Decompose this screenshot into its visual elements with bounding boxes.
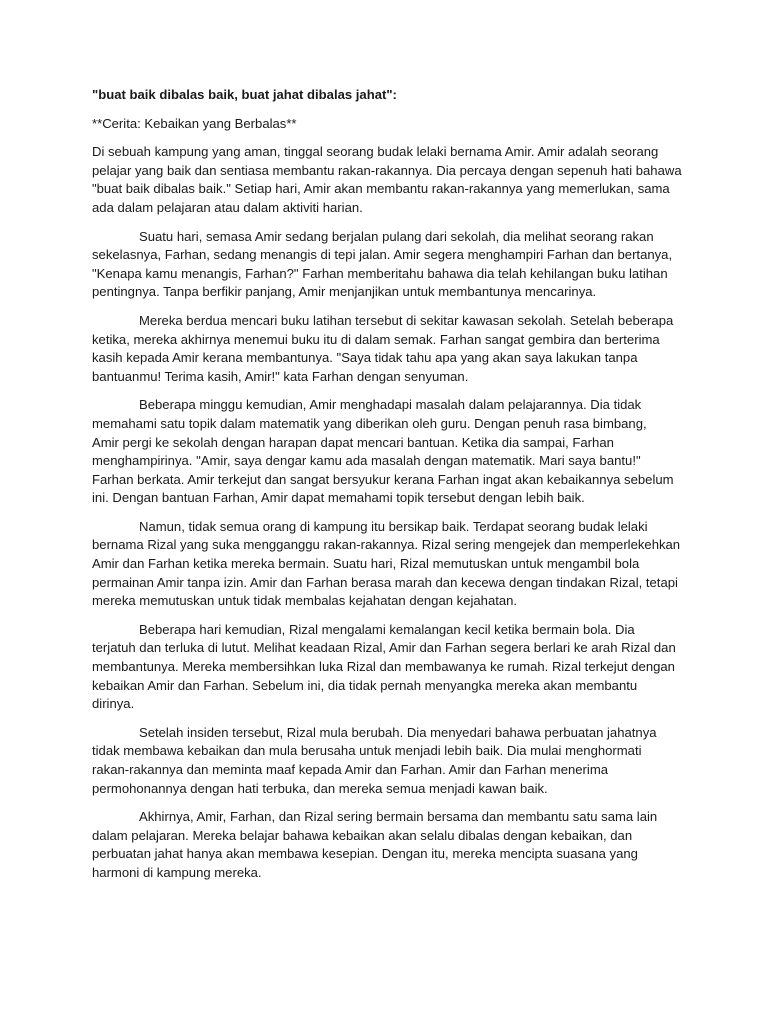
paragraph-line: rakan-rakannya dan meminta maaf kepada Amir dan Farhan. Amir dan Farhan menerima (92, 762, 609, 777)
paragraph-line: membantunya. Mereka membersihkan luka Rizal dan membawanya ke rumah. Rizal terkejut dengan (92, 659, 675, 675)
paragraph-line: pelajar yang baik dan sentiasa membantu rakan-rakannya. Dia percaya dengan sepenuh hati bahawa (92, 162, 682, 178)
paragraph-line: Akhirnya, Amir, Farhan, dan Rizal sering bermain bersama dan membantu satu sama lain (139, 809, 658, 825)
paragraph-4 (92, 396, 680, 508)
paragraph-line: harmoni di kampung mereka. (92, 864, 262, 880)
paragraph-line: Mereka berdua mencari buku latihan tersebut di sekitar kawasan sekolah. Setelah beberapa (139, 312, 674, 328)
paragraph-line: Amir dan Farhan ketika mereka bermain. Suatu hari, Rizal memutuskan untuk mengambil bola (92, 556, 640, 572)
paragraph-line: bernama Rizal yang suka mengganggu rakan-rakannya. Rizal sering mengejek dan memperlekehkan (92, 537, 681, 553)
paragraph-8 (92, 808, 680, 882)
paragraph-line: bantuanmu! Terima kasih, Amir!" kata Farhan dengan senyuman. (92, 368, 469, 384)
paragraph-3 (92, 312, 680, 386)
paragraph-6 (92, 621, 680, 714)
paragraph-line: Di sebuah kampung yang aman, tinggal seorang budak lelaki bernama Amir. Amir adalah seorang (92, 144, 659, 160)
paragraph-line: permainan Amir tanpa izin. Amir dan Farhan berasa marah dan kecewa dengan tindakan Rizal, tetapi (92, 574, 678, 590)
paragraph-line: dalam pelajaran. Mereka belajar bahawa kebaikan akan selalu dibalas dengan kebaikan, dan (92, 827, 633, 843)
paragraph-line: pentingnya. Tanpa berfikir panjang, Amir menjanjikan untuk membantunya mencarinya. (92, 284, 597, 300)
paragraph-line: "buat baik dibalas baik." Setiap hari, Amir akan membantu rakan-rakannya yang memerlukan, sama (92, 181, 670, 197)
paragraph-line: dirinya. (92, 696, 135, 712)
paragraph-line: Namun, tidak semua orang di kampung itu bersikap baik. Terdapat seorang budak lelaki (139, 518, 648, 534)
document-heading: "buat baik dibalas baik, buat jahat dibalas jahat": (92, 87, 397, 102)
paragraph-line: memahami satu topik dalam matematik yang diberikan oleh guru. Dengan penuh rasa bimbang, (92, 415, 647, 431)
paragraph-line: kebaikan Amir dan Farhan. Sebelum ini, dia tidak pernah menyangka mereka akan membantu (92, 677, 638, 693)
paragraph-line: ketika, mereka akhirnya menemui buku itu di dalam semak. Farhan sangat gembira dan berterima (92, 331, 660, 347)
paragraph-5 (92, 518, 680, 611)
paragraph-line: "Kenapa kamu menangis, Farhan?" Farhan memberitahu bahawa dia telah kehilangan buku latihan (92, 265, 668, 281)
document-page (92, 86, 680, 893)
paragraph-line: ini. Dengan bantuan Farhan, Amir dapat memahami topik tersebut dengan lebih baik. (92, 490, 585, 506)
paragraph-line: Suatu hari, semasa Amir sedang berjalan pulang dari sekolah, dia melihat seorang rakan (139, 228, 654, 244)
paragraph-line: menghampirinya. "Amir, saya dengar kamu ada masalah dengan matematik. Mari saya bantu!" (92, 453, 641, 469)
paragraph-line: permohonannya dengan hati terbuka, dan mereka semua menjadi kawan baik. (92, 780, 548, 796)
paragraph-line: mereka memutuskan untuk tidak membalas kejahatan dengan kejahatan. (92, 593, 518, 609)
paragraph-line: ada dalam pelajaran atau dalam aktiviti harian. (92, 199, 363, 215)
paragraph-line: kasih kepada Amir kerana membantunya. "Saya tidak tahu apa yang akan saya lakukan tanpa (92, 350, 638, 366)
paragraph-2 (92, 228, 680, 302)
story-title: **Cerita: Kebaikan yang Berbalas** (92, 115, 297, 131)
paragraph-line: Amir pergi ke sekolah dengan harapan dapat mencari bantuan. Ketika dia sampai, Farhan (92, 434, 614, 450)
paragraph-line: Beberapa minggu kemudian, Amir menghadapi masalah dalam pelajarannya. Dia tidak (139, 397, 642, 413)
paragraph-line: Beberapa hari kemudian, Rizal mengalami kemalangan kecil ketika bermain bola. Dia (139, 621, 635, 637)
paragraph-1 (92, 143, 680, 217)
paragraph-line: tidak membawa kebaikan dan mula berusaha untuk menjadi lebih baik. Dia mulai menghormati (92, 743, 642, 759)
paragraph-7 (92, 724, 680, 798)
paragraph-line: perbuatan jahat hanya akan membawa kesepian. Dengan itu, mereka mencipta suasana yang (92, 846, 638, 862)
paragraph-line: terjatuh dan terluka di lutut. Melihat keadaan Rizal, Amir dan Farhan segera berlari ke arah Rizal dan (92, 640, 676, 656)
paragraph-line: Farhan berkata. Amir terkejut dan sangat bersyukur kerana Farhan ingat akan kebaikannya sebelum (92, 471, 674, 487)
paragraph-line: Setelah insiden tersebut, Rizal mula berubah. Dia menyedari bahawa perbuatan jahatnya (139, 724, 657, 740)
paragraph-line: sekelasnya, Farhan, sedang menangis di tepi jalan. Amir segera menghampiri Farhan dan bertanya, (92, 247, 673, 263)
